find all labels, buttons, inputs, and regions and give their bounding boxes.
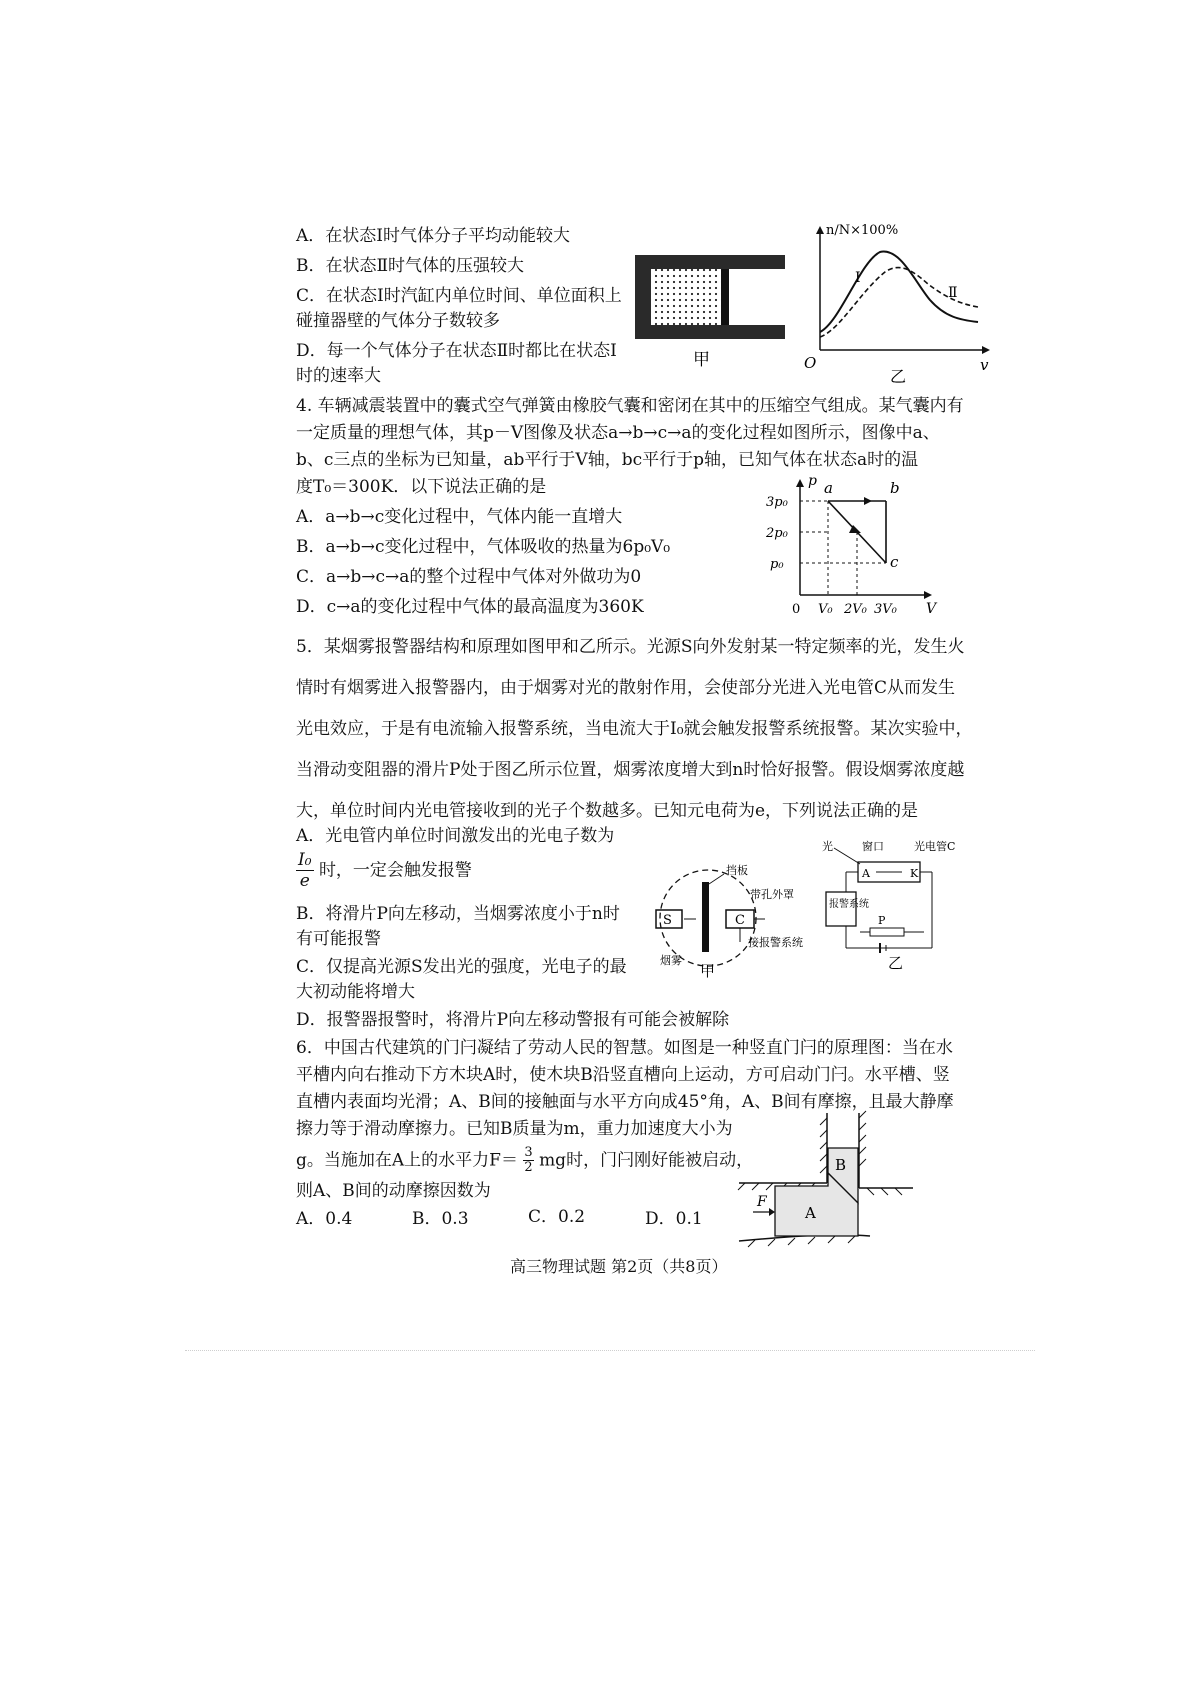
q4-option-c: C．a→b→c→a的整个过程中气体对外做功为0 bbox=[296, 567, 642, 587]
svg-text:b: b bbox=[890, 479, 900, 497]
svg-text:p₀: p₀ bbox=[770, 557, 784, 572]
fig-caption-yi: 乙 bbox=[890, 367, 907, 386]
q4-stem-line2: 一定质量的理想气体，其p－V图像及状态a→b→c→a的变化过程如图所示，图像中a、 bbox=[296, 423, 940, 443]
origin-label: O bbox=[804, 354, 817, 372]
baffle bbox=[702, 882, 709, 952]
q4-option-b: B．a→b→c变化过程中，气体吸收的热量为6p₀V₀ bbox=[296, 537, 671, 557]
q3-option-c-line1: C．在状态Ⅰ时汽缸内单位时间、单位面积上 bbox=[296, 286, 622, 306]
fig-caption-jia: 甲 bbox=[693, 350, 710, 370]
svg-text:0: 0 bbox=[792, 602, 801, 617]
q5-option-a-fraction: $\frac{\text{I₀}}{e}$ 时，一定会触发报警 bbox=[298, 850, 472, 891]
q5-stem-line3: 光电效应，于是有电流输入报警系统，当电流大于I₀就会触发报警系统报警。某次实验中， bbox=[296, 719, 973, 739]
svg-text:3V₀: 3V₀ bbox=[874, 602, 897, 617]
svg-text:带孔外罩: 带孔外罩 bbox=[750, 888, 794, 901]
q3-option-c-line2: 碰撞器壁的气体分子数较多 bbox=[296, 311, 500, 331]
q5-stem-line2: 情时有烟雾进入报警器内，由于烟雾对光的散射作用，会使部分光进入光电管C从而发生 bbox=[296, 678, 956, 698]
q5-option-b-line1: B．将滑片P向左移动，当烟雾浓度小于n时 bbox=[296, 904, 620, 924]
q4-stem-line3: b、c三点的坐标为已知量，ab平行于V轴，bc平行于p轴，已知气体在状态a时的温 bbox=[296, 450, 919, 470]
q4-pv-graph bbox=[760, 475, 935, 615]
q5-smoke-alarm-figure bbox=[640, 860, 830, 980]
svg-text:V: V bbox=[926, 601, 937, 617]
x-axis-label: v bbox=[980, 356, 989, 374]
q3-option-b: B．在状态Ⅱ时气体的压强较大 bbox=[296, 256, 525, 276]
q6-option-a: A．0.4 bbox=[296, 1209, 353, 1229]
svg-text:K: K bbox=[910, 867, 919, 880]
svg-text:p: p bbox=[808, 473, 817, 489]
svg-text:B: B bbox=[835, 1156, 847, 1174]
svg-text:C: C bbox=[735, 913, 745, 928]
q6-door-latch-figure bbox=[735, 1108, 915, 1258]
svg-text:接报警系统: 接报警系统 bbox=[748, 936, 803, 949]
svg-text:挡板: 挡板 bbox=[726, 864, 748, 877]
q6-stem-line4: 擦力等于滑动摩擦力。已知B质量为m，重力加速度大小为 bbox=[296, 1119, 733, 1139]
svg-text:F: F bbox=[757, 1194, 767, 1210]
piston bbox=[721, 269, 729, 325]
q6-option-d: D．0.1 bbox=[645, 1209, 703, 1229]
q5-stem-line5: 大，单位时间内光电管接收到的光子个数越多。已知元电荷为e，下列说法正确的是 bbox=[296, 801, 919, 821]
q6-option-c: C．0.2 bbox=[528, 1207, 586, 1227]
q5-option-b-line2: 有可能报警 bbox=[296, 929, 381, 949]
curve-two-label: Ⅱ bbox=[948, 285, 958, 301]
y-axis-label: n/N×100% bbox=[826, 223, 899, 238]
q6-stem-line5: g。当施加在A上的水平力F＝ $\frac{3}{2}$ mg时，门闩刚好能被启动， bbox=[296, 1145, 754, 1175]
q3-option-d-line1: D．每一个气体分子在状态Ⅱ时都比在状态Ⅰ bbox=[296, 341, 617, 361]
q3-option-d-line2: 时的速率大 bbox=[296, 366, 381, 386]
svg-text:乙: 乙 bbox=[888, 954, 904, 972]
q5-option-a-line1: A．光电管内单位时间激发出的光电子数为 bbox=[296, 826, 615, 846]
q3-option-a: A．在状态Ⅰ时气体分子平均动能较大 bbox=[296, 226, 570, 246]
q4-stem-line1: 4. 车辆减震装置中的囊式空气弹簧由橡胶气囊和密闭在其中的压缩空气组成。某气囊内有 bbox=[296, 396, 964, 416]
q4-stem-line4: 度T₀＝300K．以下说法正确的是 bbox=[296, 477, 547, 497]
q5-option-c-line1: C．仅提高光源S发出光的强度，光电子的最 bbox=[296, 957, 627, 977]
svg-text:V₀: V₀ bbox=[818, 602, 833, 617]
q5-option-c-line2: 大初动能将增大 bbox=[296, 982, 415, 1002]
svg-text:光电管C: 光电管C bbox=[914, 840, 956, 853]
page-divider bbox=[185, 1350, 1035, 1351]
svg-text:报警系统: 报警系统 bbox=[829, 899, 869, 910]
q4-option-d: D．c→a的变化过程中气体的最高温度为360K bbox=[296, 597, 644, 617]
svg-text:P: P bbox=[878, 914, 886, 927]
q5-stem-line1: 5．某烟雾报警器结构和原理如图甲和乙所示。光源S向外发射某一特定频率的光，发生火 bbox=[296, 637, 965, 657]
svg-text:S: S bbox=[663, 913, 672, 928]
q3-distribution-graph bbox=[800, 222, 990, 392]
svg-text:a: a bbox=[824, 479, 833, 497]
svg-text:2p₀: 2p₀ bbox=[766, 526, 788, 541]
gas-particles bbox=[651, 269, 721, 325]
curve-one-label: Ⅰ bbox=[855, 270, 861, 286]
q6-option-b: B．0.3 bbox=[412, 1209, 469, 1229]
svg-text:烟雾: 烟雾 bbox=[660, 954, 682, 967]
svg-text:A: A bbox=[862, 867, 870, 880]
svg-text:光: 光 bbox=[822, 840, 833, 853]
svg-text:A: A bbox=[805, 1204, 816, 1222]
q6-stem-line6: 则A、B间的动摩擦因数为 bbox=[296, 1181, 491, 1201]
svg-text:甲: 甲 bbox=[700, 962, 716, 980]
svg-text:窗口: 窗口 bbox=[862, 840, 884, 853]
svg-text:3p₀: 3p₀ bbox=[766, 495, 788, 510]
svg-text:c: c bbox=[890, 553, 899, 571]
q5-option-d: D．报警器报警时，将滑片P向左移动警报有可能会被解除 bbox=[296, 1010, 730, 1030]
q3-cylinder-figure bbox=[635, 255, 785, 375]
q5-stem-line4: 当滑动变阻器的滑片P处于图乙所示位置，烟雾浓度增大到n时恰好报警。假设烟雾浓度越 bbox=[296, 760, 965, 780]
q5-circuit-figure bbox=[820, 838, 970, 972]
q4-option-a: A．a→b→c变化过程中，气体内能一直增大 bbox=[296, 507, 623, 527]
svg-text:2V₀: 2V₀ bbox=[844, 602, 867, 617]
q6-stem-line1: 6．中国古代建筑的门闩凝结了劳动人民的智慧。如图是一种竖直门闩的原理图：当在水 bbox=[296, 1038, 953, 1058]
q6-stem-line2: 平槽内向右推动下方木块A时，使木块B沿竖直槽向上运动，方可启动门闩。水平槽、竖 bbox=[296, 1065, 950, 1085]
page-footer: 高三物理试题 第2页（共8页） bbox=[510, 1257, 728, 1276]
q6-stem-line3: 直槽内表面均光滑；A、B间的接触面与水平方向成45°角，A、B间有摩擦，且最大静摩 bbox=[296, 1092, 954, 1112]
